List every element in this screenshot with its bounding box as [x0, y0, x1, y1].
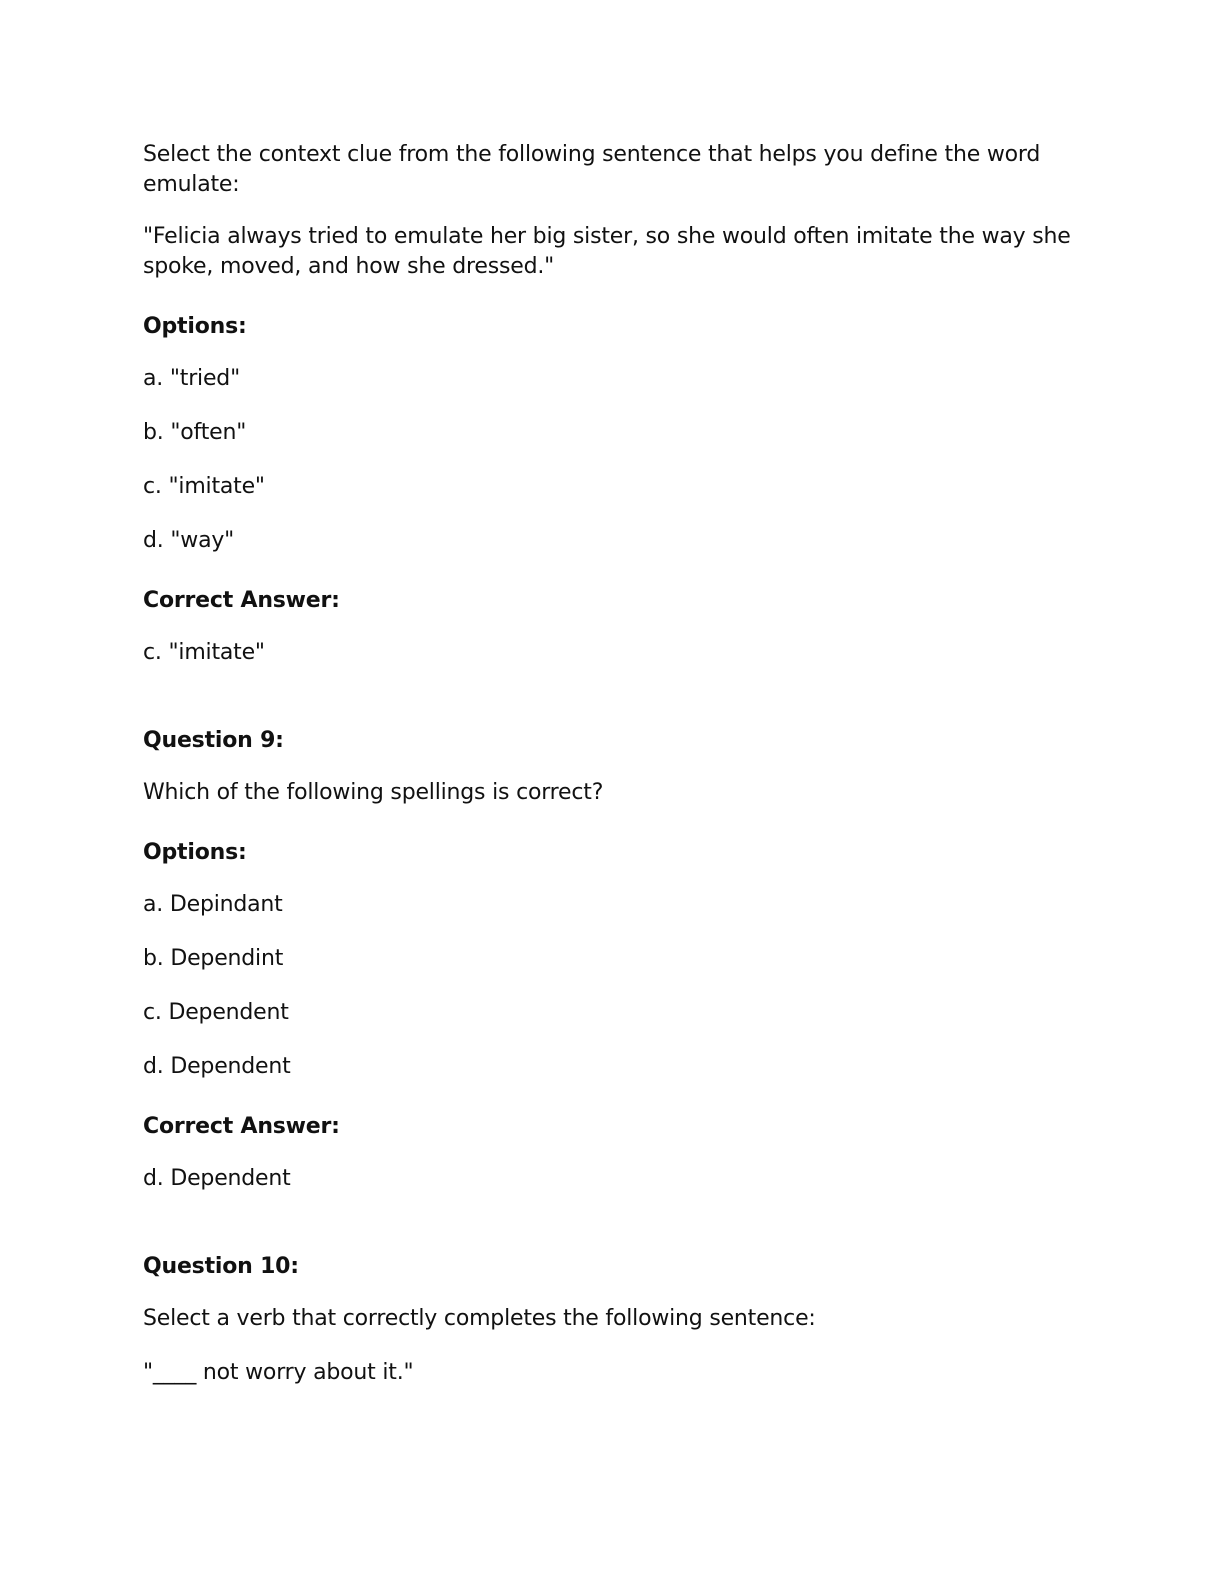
question-8-option-a: a. "tried"	[143, 366, 240, 391]
question-8-option-c: c. "imitate"	[143, 474, 265, 499]
question-10-prompt: Select a verb that correctly completes the following sentence:	[143, 1306, 816, 1331]
question-8-prompt: Select the context clue from the following sentence that helps you define the word emulate:	[143, 142, 1041, 197]
document-content	[143, 140, 1083, 1388]
question-8-option-d: d. "way"	[143, 528, 235, 553]
question-9-options-label: Options:	[143, 840, 247, 865]
question-10-heading: Question 10:	[143, 1254, 299, 1279]
question-8-option-b: b. "often"	[143, 420, 247, 445]
question-9-option-d: d. Dependent	[143, 1054, 291, 1079]
question-9-prompt: Which of the following spellings is correct?	[143, 780, 604, 805]
question-10-sentence: "____ not worry about it."	[143, 1360, 414, 1385]
question-9-section	[143, 726, 1083, 1194]
question-8-section	[143, 140, 1083, 668]
question-8-options-label: Options:	[143, 314, 247, 339]
question-8-answer-label: Correct Answer:	[143, 588, 340, 613]
question-8-sentence: "Felicia always tried to emulate her big sister, so she would often imitate the way she spoke, moved, and how she dressed."	[143, 224, 1071, 279]
question-9-option-c: c. Dependent	[143, 1000, 289, 1025]
question-9-option-a: a. Depindant	[143, 892, 283, 917]
question-9-answer-label: Correct Answer:	[143, 1114, 340, 1139]
question-9-option-b: b. Dependint	[143, 946, 284, 971]
question-8-answer: c. "imitate"	[143, 640, 265, 665]
question-9-answer: d. Dependent	[143, 1166, 291, 1191]
question-9-heading: Question 9:	[143, 728, 284, 753]
question-10-section	[143, 1252, 1083, 1388]
